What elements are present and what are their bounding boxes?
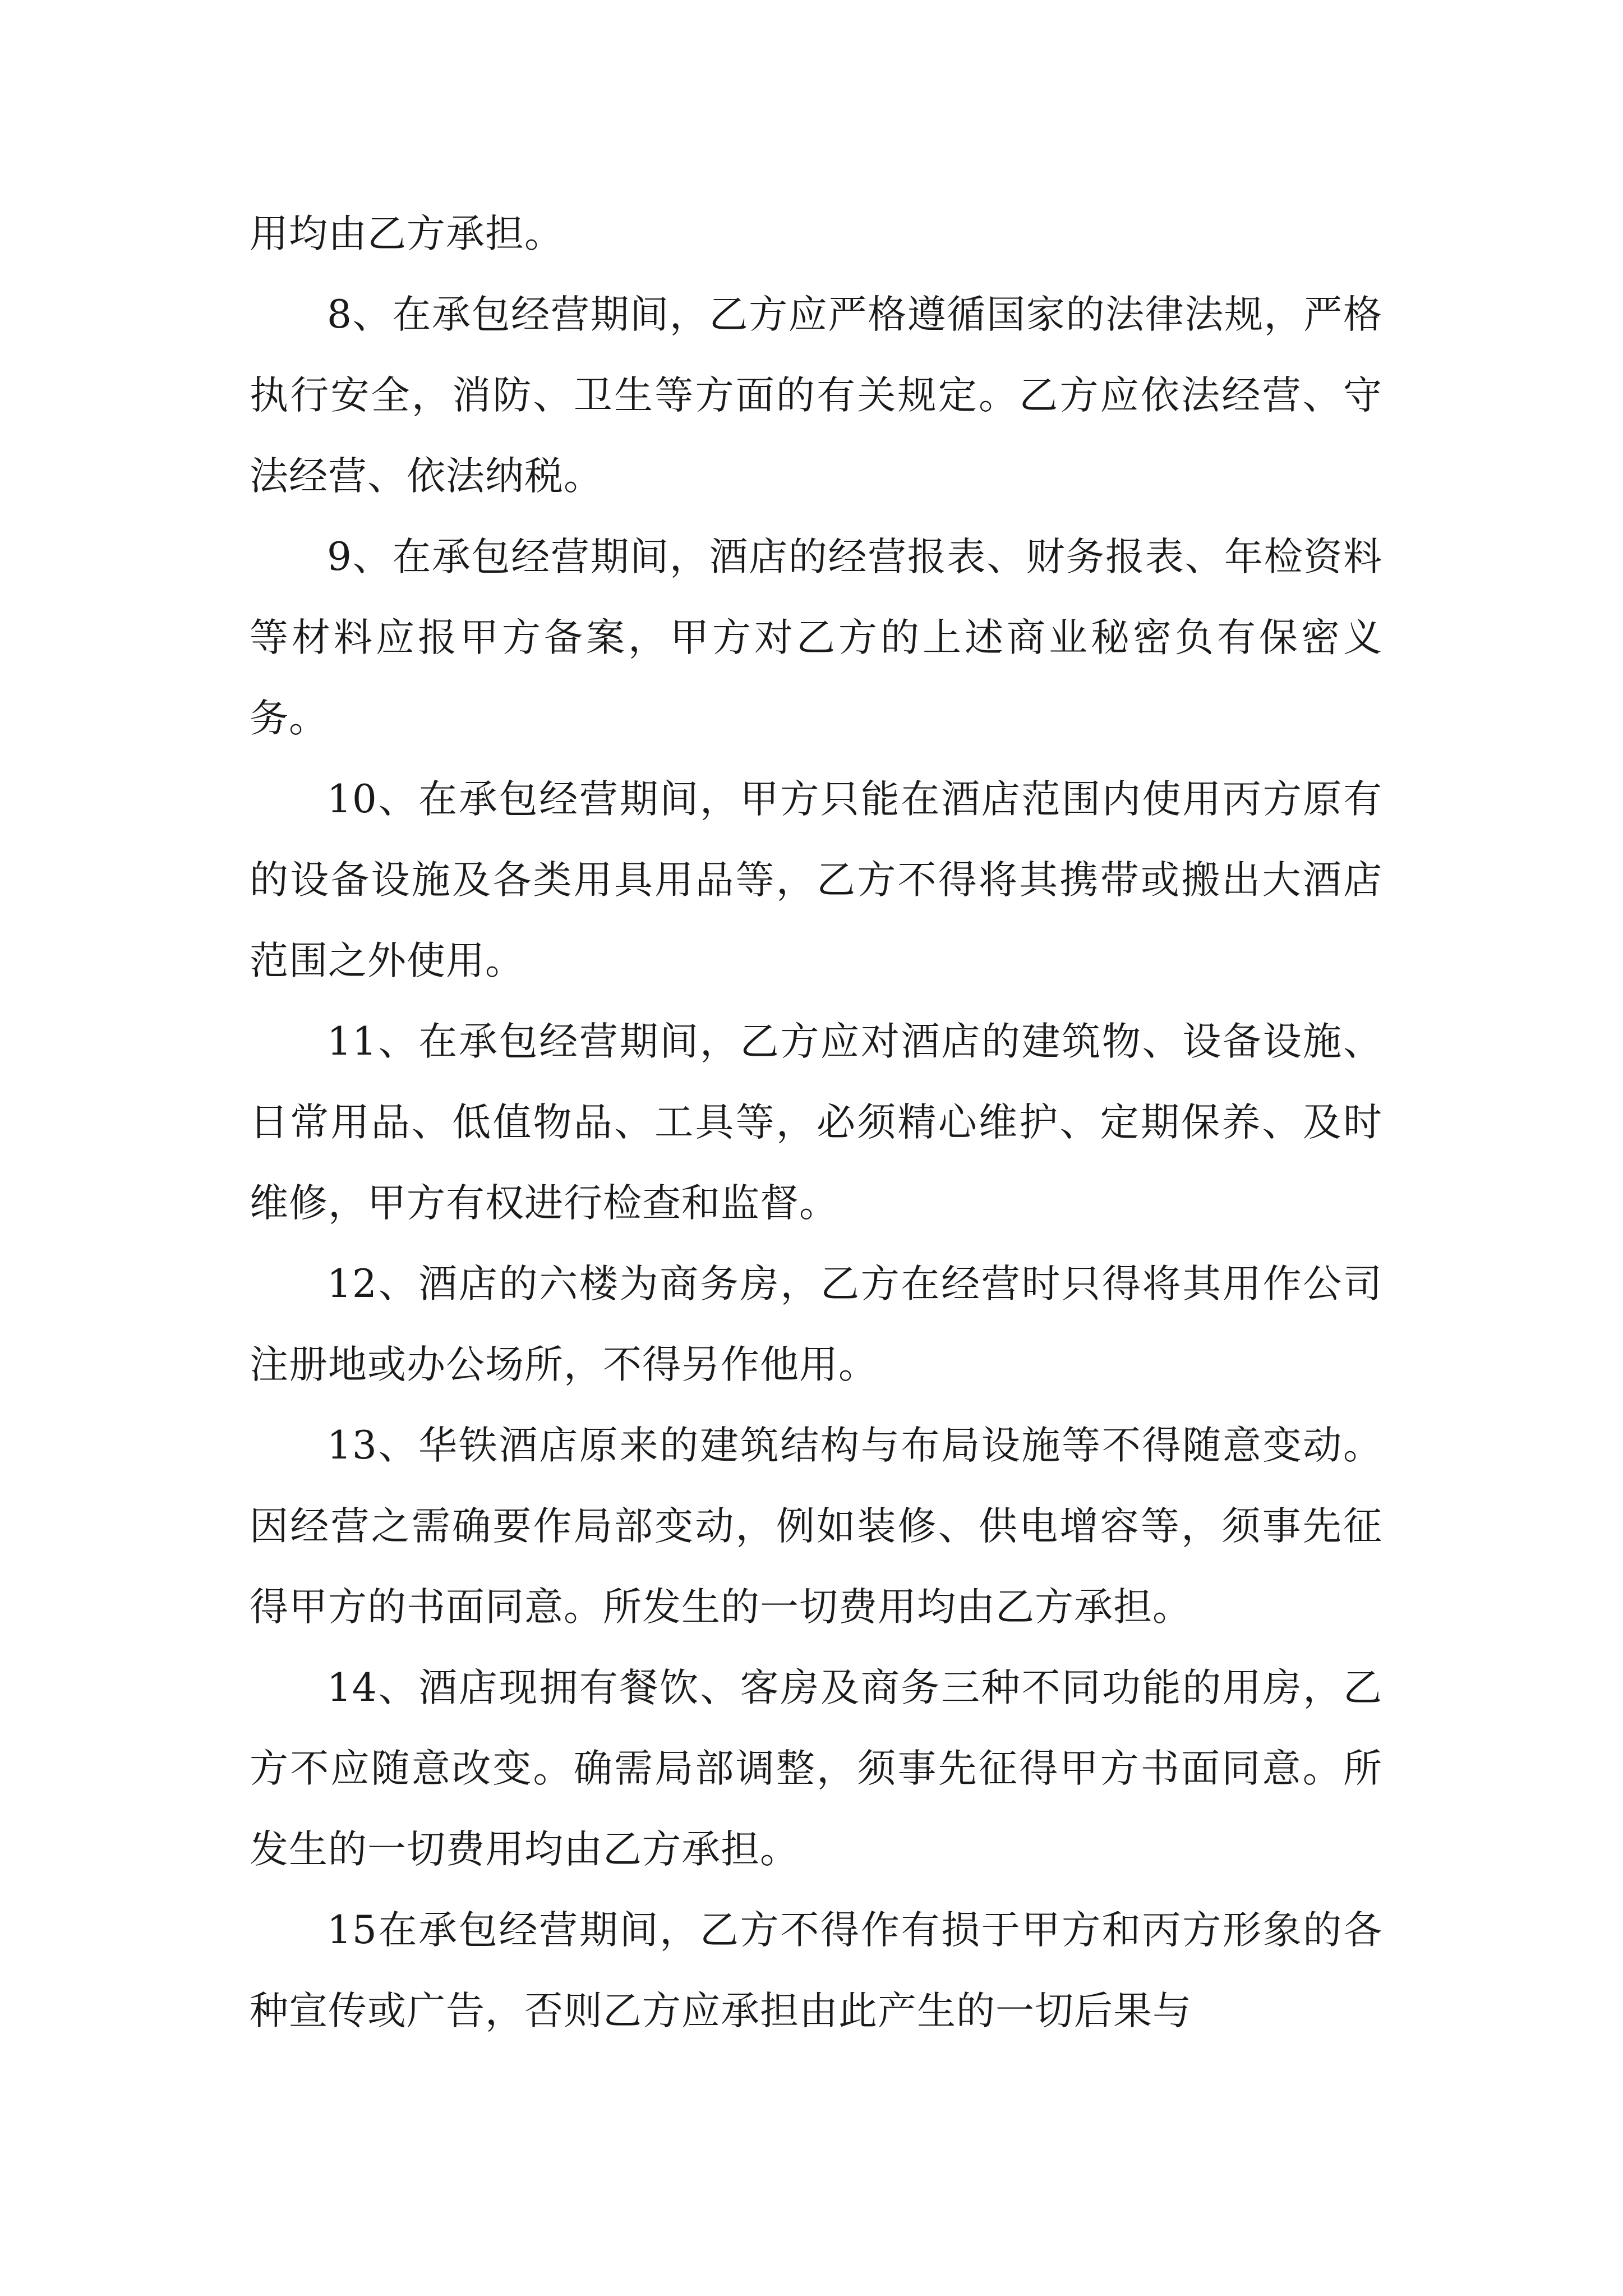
paragraph-clause-12: 12、酒店的六楼为商务房，乙方在经营时只得将其用作公司注册地或办公场所，不得另作他用。	[250, 1262, 1382, 1387]
document-body	[250, 194, 1382, 2051]
paragraph-continuation: 用均由乙方承担。	[250, 211, 564, 256]
paragraph-clause-8: 8、在承包经营期间，乙方应严格遵循国家的法律法规，严格执行安全，消防、卫生等方面的有关规定。乙方应依法经营、守法经营、依法纳税。	[250, 292, 1382, 499]
paragraph-clause-15: 15在承包经营期间，乙方不得作有损于甲方和丙方形象的各种宣传或广告，否则乙方应承担由此产生的一切后果与	[250, 1908, 1382, 2033]
paragraph-clause-13: 13、华铁酒店原来的建筑结构与布局设施等不得随意变动。因经营之需确要作局部变动，例如装修、供电增容等，须事先征得甲方的书面同意。所发生的一切费用均由乙方承担。	[250, 1423, 1382, 1630]
paragraph-clause-14: 14、酒店现拥有餐饮、客房及商务三种不同功能的用房，乙方不应随意改变。确需局部调整，须事先征得甲方书面同意。所发生的一切费用均由乙方承担。	[250, 1665, 1382, 1872]
paragraph-clause-9: 9、在承包经营期间，酒店的经营报表、财务报表、年检资料等材料应报甲方备案，甲方对乙方的上述商业秘密负有保密义务。	[250, 535, 1382, 741]
paragraph-clause-11: 11、在承包经营期间，乙方应对酒店的建筑物、设备设施、日常用品、低值物品、工具等，必须精心维护、定期保养、及时维修，甲方有权进行检查和监督。	[250, 1019, 1382, 1226]
paragraph-clause-10: 10、在承包经营期间，甲方只能在酒店范围内使用丙方原有的设备设施及各类用具用品等，乙方不得将其携带或搬出大酒店范围之外使用。	[250, 777, 1382, 983]
